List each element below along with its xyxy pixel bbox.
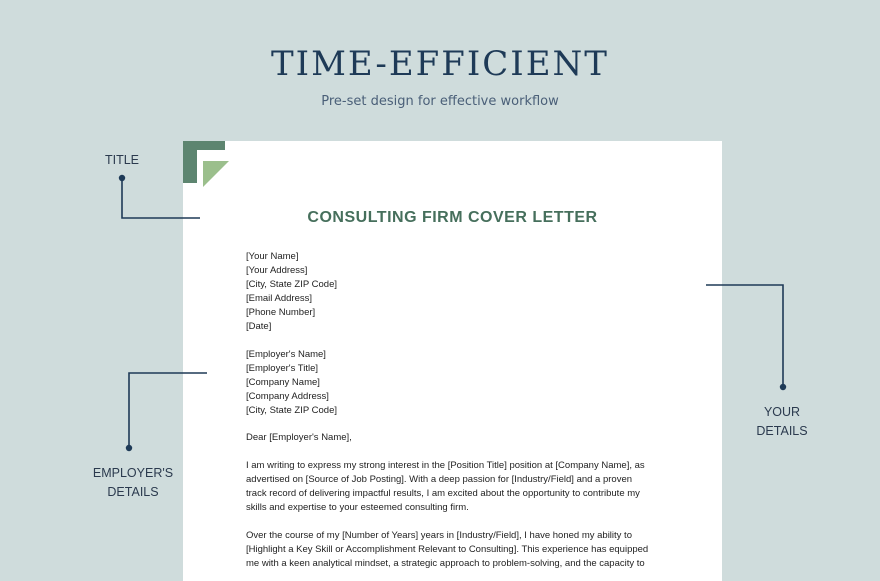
sender-line: [Phone Number] [246, 307, 316, 318]
callout-line: EMPLOYER'S [92, 466, 174, 480]
subheadline: Pre-set design for effective workflow [321, 94, 559, 109]
employer-leader-dot [126, 445, 132, 451]
paragraph-line: Over the course of my [Number of Years] years in [Industry/Field], I have honed my ability to [246, 530, 632, 541]
sender-line: [Your Name] [246, 251, 299, 262]
headline: TIME-EFFICIENT [271, 44, 609, 84]
employer-line: [Employer's Title] [246, 363, 319, 374]
paragraph-line: [Highlight a Key Skill or Accomplishment Relevant to Consulting]. This experience has equipped [246, 544, 649, 555]
employer-line: [Employer's Name] [246, 349, 326, 360]
callout-your-details [742, 403, 822, 441]
paragraph-line: advertised on [Source of Job Posting]. With a deep passion for [Industry/Field] and a proven [246, 474, 633, 485]
callout-line: YOUR [763, 405, 801, 419]
paragraph-line: I am writing to express my strong interest in the [Position Title] position at [Company Name], as [246, 460, 645, 471]
sender-line: [Your Address] [246, 265, 308, 276]
employer-line: [Company Name] [246, 377, 320, 388]
paragraph-line: me with a keen analytical mindset, a strategic approach to problem-solving, and the capacity to [246, 558, 645, 569]
sender-line: [Email Address] [246, 293, 312, 304]
your-details-leader-dot [780, 384, 786, 390]
title-leader-dot [119, 175, 125, 181]
sender-line: [Date] [246, 321, 272, 332]
callout-line: DETAILS [107, 485, 159, 499]
callout-line: DETAILS [756, 424, 808, 438]
callout-title: TITLE [104, 153, 140, 167]
sender-line: [City, State ZIP Code] [246, 279, 337, 290]
paragraph-line: track record of delivering impactful results, I am excited about the opportunity to contribute my [246, 488, 640, 499]
employer-line: [City, State ZIP Code] [246, 405, 337, 416]
paragraph-line: skills and expertise to your esteemed consulting firm. [246, 502, 469, 513]
employer-leader-line [129, 373, 207, 448]
callout-employer-details [88, 464, 178, 502]
title-leader-line [122, 178, 200, 218]
document-title: CONSULTING FIRM COVER LETTER [307, 209, 598, 226]
your-details-leader-line [706, 285, 783, 387]
employer-line: [Company Address] [246, 391, 329, 402]
salutation: Dear [Employer's Name], [246, 432, 352, 443]
